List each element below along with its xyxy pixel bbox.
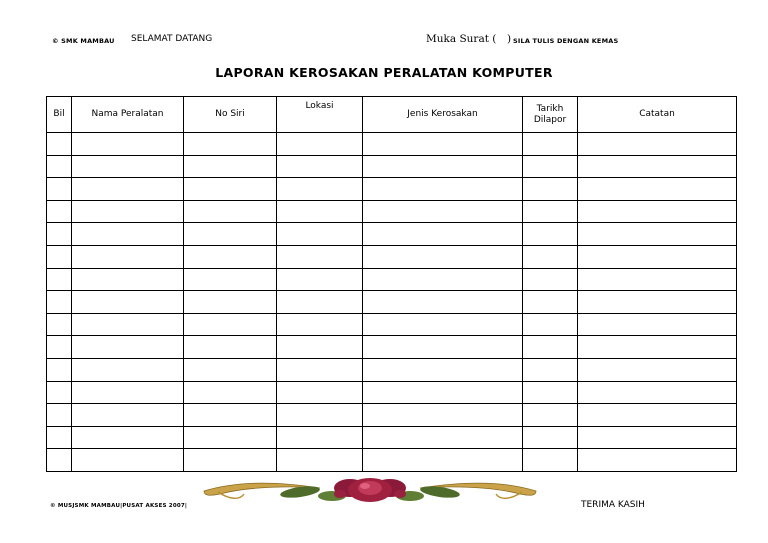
table-cell[interactable] (72, 449, 184, 472)
table-cell[interactable] (47, 449, 72, 472)
table-cell[interactable] (523, 245, 578, 268)
column-header-bil: Bil (47, 97, 72, 133)
table-cell[interactable] (578, 449, 737, 472)
page-title: LAPORAN KEROSAKAN PERALATAN KOMPUTER (215, 65, 553, 80)
table-cell[interactable] (277, 358, 363, 381)
table-row (47, 358, 737, 381)
table-cell[interactable] (184, 426, 277, 449)
table-cell[interactable] (277, 268, 363, 291)
table-cell[interactable] (578, 358, 737, 381)
table-cell[interactable] (363, 268, 523, 291)
table-cell[interactable] (277, 223, 363, 246)
table-cell[interactable] (523, 223, 578, 246)
column-header-tarikh-dilapor: Tarikh Dilapor (523, 97, 578, 133)
table-cell[interactable] (47, 268, 72, 291)
table-cell[interactable] (523, 200, 578, 223)
table-cell[interactable] (578, 200, 737, 223)
table-cell[interactable] (363, 178, 523, 201)
page-number-label: Muka Surat ( (426, 33, 497, 45)
table-cell[interactable] (578, 245, 737, 268)
table-row (47, 133, 737, 156)
table-cell[interactable] (363, 223, 523, 246)
table-cell[interactable] (523, 268, 578, 291)
table-row (47, 245, 737, 268)
table-cell[interactable] (184, 133, 277, 156)
table-cell[interactable] (578, 268, 737, 291)
table-cell[interactable] (47, 358, 72, 381)
table-cell[interactable] (578, 381, 737, 404)
table-cell[interactable] (277, 449, 363, 472)
table-cell[interactable] (363, 336, 523, 359)
table-cell[interactable] (72, 200, 184, 223)
table-cell[interactable] (72, 268, 184, 291)
table-cell[interactable] (523, 133, 578, 156)
table-cell[interactable] (523, 291, 578, 314)
table-cell[interactable] (277, 404, 363, 427)
table-row (47, 449, 737, 472)
table-cell[interactable] (184, 178, 277, 201)
table-cell[interactable] (277, 245, 363, 268)
report-table (46, 96, 737, 472)
table-cell[interactable] (47, 426, 72, 449)
table-cell[interactable] (277, 291, 363, 314)
table-row (47, 268, 737, 291)
table-cell[interactable] (523, 313, 578, 336)
table-cell[interactable] (363, 133, 523, 156)
column-header-no-siri: No Siri (184, 97, 277, 133)
table-cell[interactable] (523, 336, 578, 359)
table-cell[interactable] (184, 155, 277, 178)
table-cell[interactable] (363, 291, 523, 314)
table-cell[interactable] (184, 404, 277, 427)
page-number-close: ) (507, 33, 512, 45)
table-cell[interactable] (47, 381, 72, 404)
table-cell[interactable] (47, 133, 72, 156)
table-cell[interactable] (363, 200, 523, 223)
column-header-nama-peralatan: Nama Peralatan (72, 97, 184, 133)
thank-you-text: TERIMA KASIH (581, 500, 645, 510)
table-cell[interactable] (47, 245, 72, 268)
table-cell[interactable] (363, 404, 523, 427)
footer-copyright: © MUSJSMK MAMBAU|PUSAT AKSES 2007| (50, 503, 188, 509)
table-cell[interactable] (578, 426, 737, 449)
table-cell[interactable] (184, 313, 277, 336)
table-cell[interactable] (72, 291, 184, 314)
table-cell[interactable] (523, 178, 578, 201)
table-cell[interactable] (72, 245, 184, 268)
welcome-text: SELAMAT DATANG (131, 34, 213, 44)
table-cell[interactable] (578, 313, 737, 336)
table-cell[interactable] (47, 336, 72, 359)
table-row (47, 426, 737, 449)
table-header-row (47, 97, 737, 133)
table-cell[interactable] (184, 268, 277, 291)
table-cell[interactable] (277, 200, 363, 223)
table-row (47, 291, 737, 314)
table-cell[interactable] (184, 336, 277, 359)
table-cell[interactable] (184, 291, 277, 314)
table-cell[interactable] (72, 358, 184, 381)
table-cell[interactable] (72, 155, 184, 178)
table-cell[interactable] (72, 133, 184, 156)
table-cell[interactable] (277, 313, 363, 336)
table-cell[interactable] (184, 358, 277, 381)
table-cell[interactable] (72, 336, 184, 359)
table-cell[interactable] (578, 155, 737, 178)
table-cell[interactable] (277, 178, 363, 201)
table-cell[interactable] (523, 404, 578, 427)
table-row (47, 200, 737, 223)
table-cell[interactable] (523, 426, 578, 449)
table-cell[interactable] (578, 133, 737, 156)
table-row (47, 223, 737, 246)
instruction-text: SILA TULIS DENGAN KEMAS (513, 37, 619, 45)
table-cell[interactable] (72, 381, 184, 404)
table-cell[interactable] (72, 313, 184, 336)
table-cell[interactable] (578, 404, 737, 427)
table-cell[interactable] (47, 223, 72, 246)
column-header-jenis-kerosakan: Jenis Kerosakan (363, 97, 523, 133)
table-cell[interactable] (277, 381, 363, 404)
table-cell[interactable] (184, 245, 277, 268)
table-cell[interactable] (523, 155, 578, 178)
table-cell[interactable] (277, 426, 363, 449)
table-cell[interactable] (277, 336, 363, 359)
table-row (47, 313, 737, 336)
table-cell[interactable] (578, 178, 737, 201)
table-cell[interactable] (578, 336, 737, 359)
table-cell[interactable] (363, 245, 523, 268)
column-header-catatan: Catatan (578, 97, 737, 133)
table-cell[interactable] (363, 358, 523, 381)
table-cell[interactable] (578, 223, 737, 246)
school-mark: © SMK MAMBAU (52, 37, 115, 45)
table-cell[interactable] (523, 358, 578, 381)
table-row (47, 404, 737, 427)
table-cell[interactable] (47, 291, 72, 314)
table-cell[interactable] (523, 449, 578, 472)
table-cell[interactable] (363, 313, 523, 336)
table-cell[interactable] (47, 155, 72, 178)
table-cell[interactable] (184, 200, 277, 223)
table-cell[interactable] (363, 426, 523, 449)
table-cell[interactable] (523, 381, 578, 404)
table-row (47, 178, 737, 201)
table-row (47, 381, 737, 404)
table-cell[interactable] (47, 404, 72, 427)
table-cell[interactable] (184, 381, 277, 404)
table-cell[interactable] (363, 449, 523, 472)
table-cell[interactable] (184, 223, 277, 246)
rose-ornament-icon (200, 474, 540, 506)
table-cell[interactable] (47, 178, 72, 201)
table-cell[interactable] (72, 223, 184, 246)
column-header-lokasi: Lokasi (277, 97, 363, 133)
table-cell[interactable] (72, 404, 184, 427)
table-cell[interactable] (578, 291, 737, 314)
table-cell[interactable] (184, 449, 277, 472)
table-cell[interactable] (363, 155, 523, 178)
table-cell[interactable] (277, 133, 363, 156)
table-row (47, 155, 737, 178)
table-row (47, 336, 737, 359)
table-cell[interactable] (277, 155, 363, 178)
table-cell[interactable] (47, 200, 72, 223)
table-cell[interactable] (363, 381, 523, 404)
table-cell[interactable] (47, 313, 72, 336)
table-cell[interactable] (72, 178, 184, 201)
table-cell[interactable] (72, 426, 184, 449)
